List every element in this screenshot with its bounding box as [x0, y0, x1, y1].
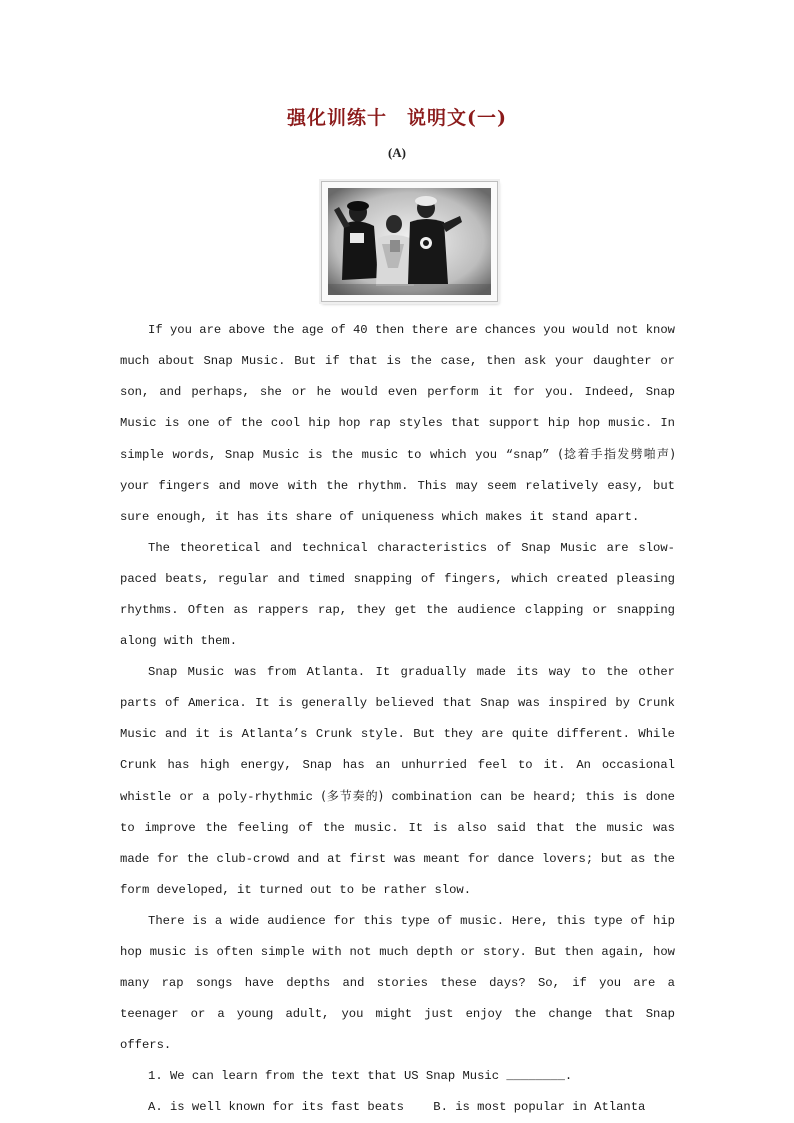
passage: [120, 315, 675, 1123]
section-label: (A): [387, 145, 407, 160]
paragraph-4: There is a wide audience for this type of music. Here, this type of hip hop music is often simple with not much depth or story. But then again, how many rap songs have depths and stories these days? So, if you are a teenager or a young adult, you might just enjoy the change that Snap offers.: [120, 914, 675, 1052]
document-title: 强化训练十 说明文(一): [287, 107, 507, 129]
question-1-options: [120, 1092, 675, 1123]
paragraph-3-text-b: combination can be heard; this is done to improve the feeling of the music. It is also said that the music was made for the club-crowd and at first was meant for dance lovers; but as the form developed, it turned out to be rather slow.: [120, 790, 675, 897]
rappers-photo-image: [328, 188, 491, 295]
rappers-photo: [321, 181, 498, 302]
question-1-stem: 1. We can learn from the text that US Snap Music ________.: [148, 1069, 573, 1083]
paragraph-2: The theoretical and technical characteristics of Snap Music are slow-paced beats, regular and timed snapping of fingers, which created pleasing rhythms. Often as rappers rap, they get the audience clapping or snapping along with them.: [120, 541, 675, 648]
paragraph-1-text-a: If you are above the age of 40 then there are chances you would not know much about Snap Music. But if that is the case, then ask your daughter or son, and perhaps, she or he would even perform it for you. Indeed, Snap Music is one of the cool hip hop rap styles that support hip hop music. In simple words, Snap Music is the music to which you “snap”: [120, 323, 675, 462]
paragraph-1-chinese-gloss: (捻着手指发劈啪声): [558, 447, 675, 461]
paragraph-3-text-a: Snap Music was from Atlanta. It gradually made its way to the other parts of America. It is generally believed that Snap was inspired by Crunk Music and it is Atlanta’s Crunk style. But they are quite different. While Crunk has high energy, Snap has an unhurried feel to it. An occasional whistle or a poly-rhythmic: [120, 665, 675, 804]
paragraph-3: [120, 657, 675, 906]
paragraph-1: [120, 315, 675, 533]
paragraph-1-text-b: your fingers and move with the rhythm. This may seem relatively easy, but sure enough, it has its share of uniqueness which makes it stand apart.: [120, 479, 675, 524]
option-a: A. is well known for its fast beats: [148, 1100, 404, 1114]
paragraph-3-chinese-gloss: (多节奏的): [321, 789, 384, 803]
option-b: B. is most popular in Atlanta: [433, 1100, 646, 1114]
